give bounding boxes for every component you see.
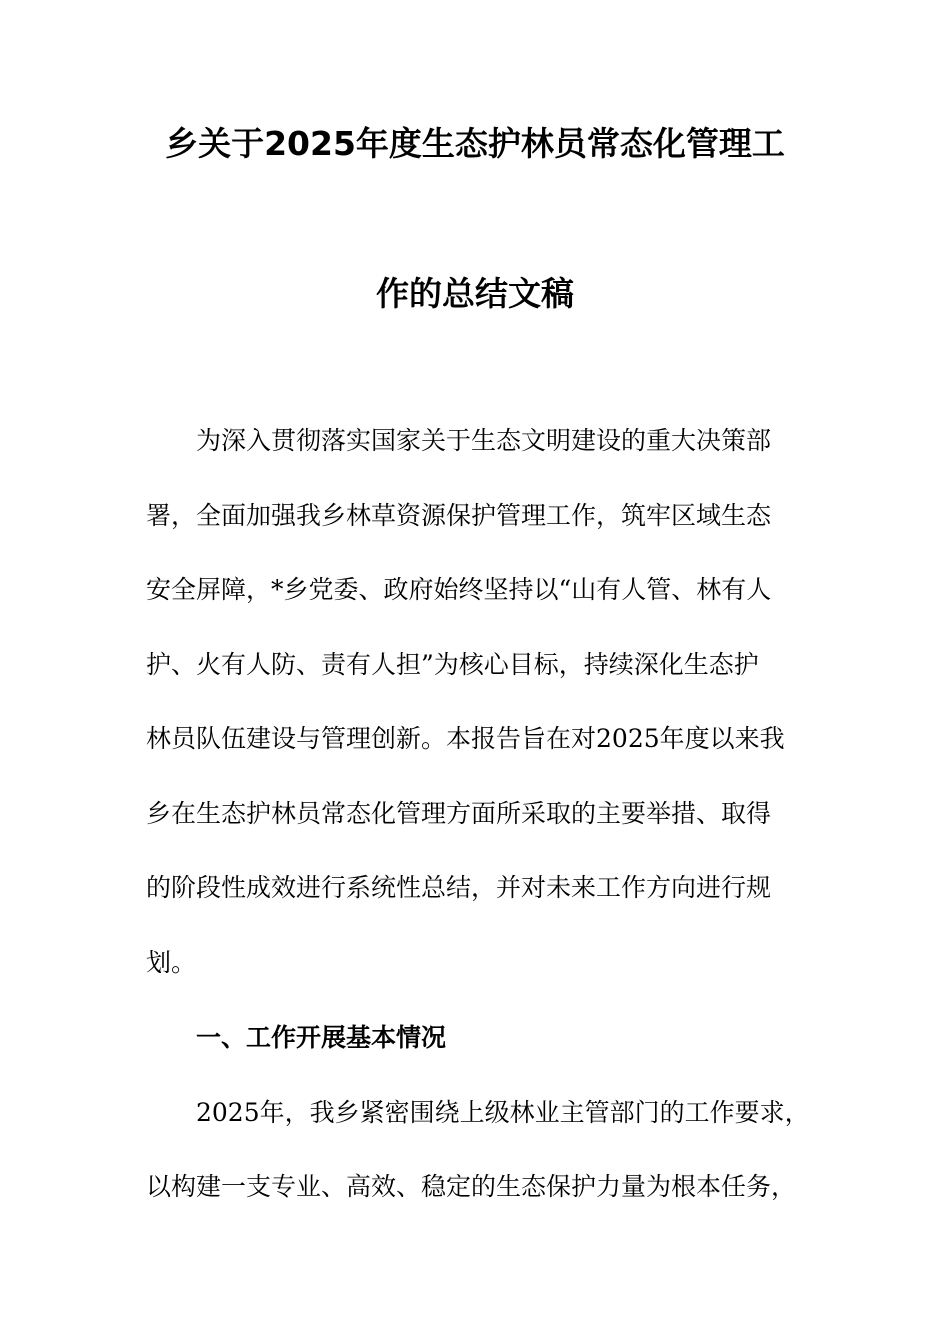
paragraph-1-line-4: 护、火有人防、责有人担”为核心目标，持续深化生态护	[146, 650, 759, 679]
paragraph-2-line-1: 2025年，我乡紧密围绕上级林业主管部门的工作要求，	[196, 1098, 810, 1127]
document-title-line-2: 作的总结文稿	[376, 274, 574, 313]
document-title-line-1: 乡关于2025年度生态护林员常态化管理工	[165, 124, 785, 163]
paragraph-1-line-2: 署，全面加强我乡林草资源保护管理工作，筑牢区域生态	[146, 501, 772, 530]
paragraph-1-line-5: 林员队伍建设与管理创新。本报告旨在对2025年度以来我	[146, 724, 785, 753]
paragraph-1-line-6: 乡在生态护林员常态化管理方面所采取的主要举措、取得	[146, 799, 772, 828]
paragraph-1-line-7: 的阶段性成效进行系统性总结，并对未来工作方向进行规	[146, 873, 772, 902]
paragraph-1-line-3: 安全屏障，*乡党委、政府始终坚持以“山有人管、林有人	[146, 575, 772, 604]
paragraph-1-line-8: 划。	[146, 948, 197, 977]
paragraph-2-line-2: 以构建一支专业、高效、稳定的生态保护力量为根本任务，	[146, 1172, 797, 1201]
section-1-heading: 一、工作开展基本情况	[196, 1023, 447, 1052]
paragraph-1-line-1: 为深入贯彻落实国家关于生态文明建设的重大决策部	[196, 426, 772, 455]
